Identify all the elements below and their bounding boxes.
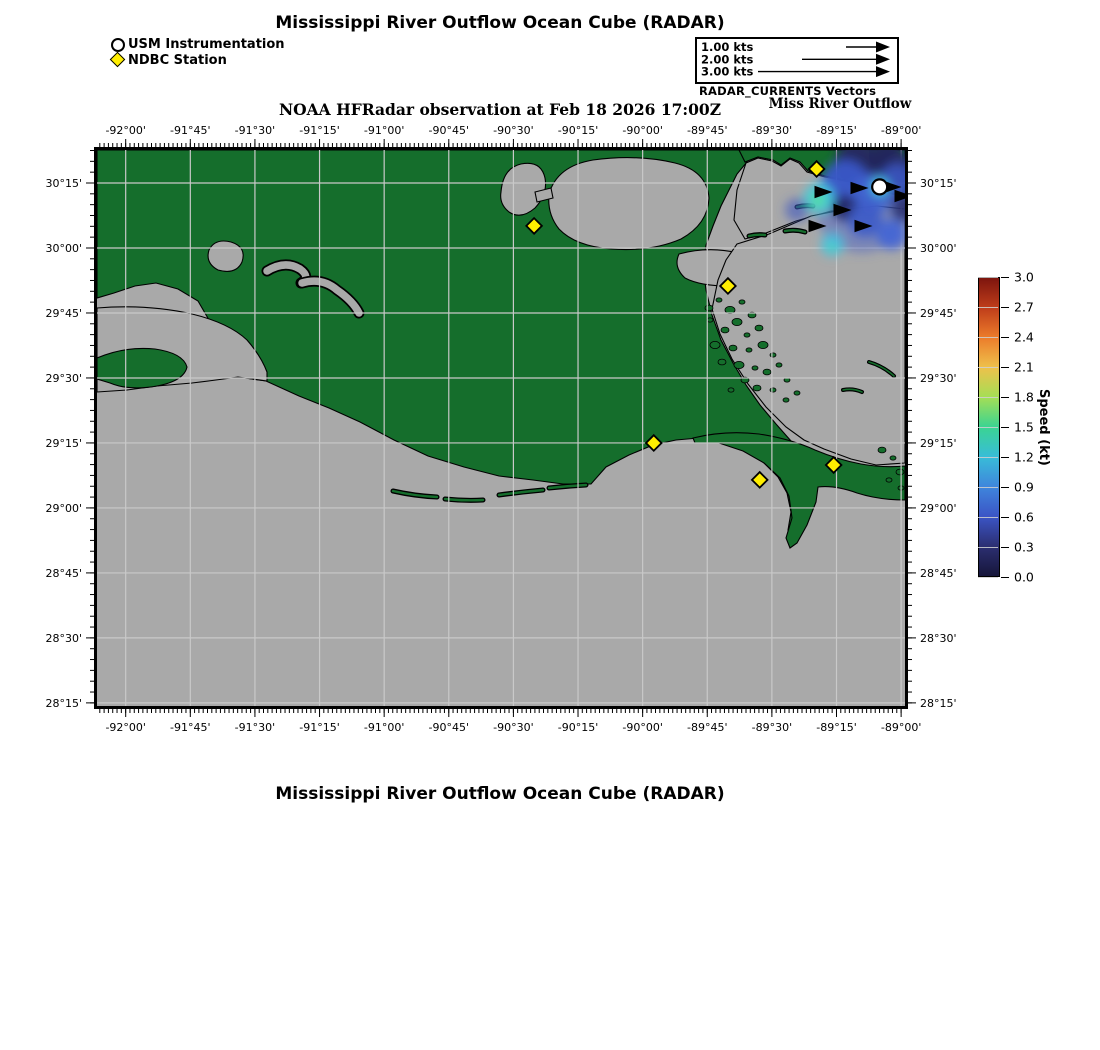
lat-label-left: 29°30' xyxy=(45,371,82,385)
colorbar-tick xyxy=(1001,517,1009,518)
inland-lake xyxy=(208,241,243,271)
colorbar-tick-label: 0.0 xyxy=(1014,569,1034,585)
usm-legend-label: USM Instrumentation xyxy=(128,36,285,52)
figure-title-top: Mississippi River Outflow Ocean Cube (RADAR) xyxy=(275,13,725,33)
vector-scale-caption: RADAR_CURRENTS Vectors xyxy=(699,84,877,98)
lon-label-top: -91°15' xyxy=(299,124,340,137)
map-svg xyxy=(42,120,962,740)
vector-scale-arrows xyxy=(697,39,892,77)
colorbar-tick-label: 2.1 xyxy=(1014,359,1034,375)
lon-label-bottom: -89°15' xyxy=(816,721,857,734)
colorbar-level-line xyxy=(978,337,998,338)
lat-label-left: 28°45' xyxy=(45,566,82,580)
vector-scale-label: 1.00 kts xyxy=(701,40,754,54)
vector-scale-label: 2.00 kts xyxy=(701,52,754,67)
region-label: Miss River Outflow xyxy=(768,96,912,112)
colorbar-tick-label: 1.8 xyxy=(1014,389,1034,405)
colorbar-level-line xyxy=(978,397,998,398)
lon-label-top: -89°00' xyxy=(880,124,922,137)
lat-label-left: 30°00' xyxy=(45,241,82,255)
lon-label-top: -91°00' xyxy=(363,124,405,137)
lat-label-right: 30°00' xyxy=(920,241,957,255)
lat-label-right: 29°45' xyxy=(920,306,957,320)
colorbar-tick-label: 1.2 xyxy=(1014,449,1034,465)
ndbc-legend-label: NDBC Station xyxy=(128,52,227,68)
colorbar-tick xyxy=(1001,457,1009,458)
lat-label-left: 29°00' xyxy=(45,501,82,515)
map-canvas xyxy=(42,120,962,740)
colorbar-tick xyxy=(1001,277,1009,278)
colorbar-tick xyxy=(1001,547,1009,548)
colorbar-tick-label: 1.5 xyxy=(1014,419,1034,435)
lon-label-top: -90°30' xyxy=(493,124,534,137)
lat-label-right: 28°15' xyxy=(920,696,957,710)
colorbar-tick-label: 0.6 xyxy=(1014,509,1034,525)
usm-circle-icon xyxy=(111,38,123,50)
lon-label-top: -89°15' xyxy=(816,124,857,137)
colorbar-tick-label: 0.3 xyxy=(1014,539,1034,555)
colorbar-level-line xyxy=(978,277,998,278)
lat-label-left: 30°15' xyxy=(45,177,82,191)
lon-label-bottom: -90°00' xyxy=(622,721,663,734)
colorbar-tick-label: 3.0 xyxy=(1014,269,1034,285)
lake-pontchartrain xyxy=(549,158,709,250)
colorbar-tick xyxy=(1001,577,1009,578)
lon-label-top: -91°30' xyxy=(234,124,276,137)
lat-label-right: 29°15' xyxy=(920,436,957,450)
figure-title-bottom: Mississippi River Outflow Ocean Cube (RADAR) xyxy=(275,784,725,804)
lon-label-bottom: -91°00' xyxy=(363,721,405,734)
lon-label-bottom: -90°45' xyxy=(428,721,470,734)
colorbar-level-line xyxy=(978,517,998,518)
colorbar-tick xyxy=(1001,487,1009,488)
colorbar-title: Speed (kt) xyxy=(1036,388,1051,466)
colorbar-tick xyxy=(1001,397,1009,398)
lon-label-top: -89°30' xyxy=(751,124,793,137)
colorbar-level-line xyxy=(978,367,998,368)
lat-label-right: 28°30' xyxy=(920,631,957,645)
lon-label-bottom: -90°15' xyxy=(557,721,599,734)
lat-label-left: 29°45' xyxy=(45,306,82,320)
colorbar-tick xyxy=(1001,367,1009,368)
colorbar-level-line xyxy=(978,427,998,428)
colorbar-tick-label: 2.7 xyxy=(1014,299,1034,315)
observation-subtitle: NOAA HFRadar observation at Feb 18 2026 17:00Z xyxy=(278,100,722,119)
lat-label-right: 29°00' xyxy=(920,501,957,515)
lat-label-left: 29°15' xyxy=(45,436,82,450)
lon-label-top: -92°00' xyxy=(105,124,146,137)
marker-legend xyxy=(111,36,285,68)
lon-label-top: -90°00' xyxy=(622,124,663,137)
colorbar-level-line xyxy=(978,547,998,548)
lon-label-top: -90°15' xyxy=(557,124,599,137)
legend-row-usm xyxy=(111,36,285,52)
lon-label-bottom: -92°00' xyxy=(105,721,146,734)
colorbar-tick xyxy=(1001,337,1009,338)
lon-label-bottom: -89°45' xyxy=(687,721,728,734)
lat-label-left: 28°15' xyxy=(45,696,82,710)
lat-label-right: 30°15' xyxy=(920,177,957,191)
lat-label-right: 29°30' xyxy=(920,371,957,385)
colorbar-level-line xyxy=(978,577,998,578)
legend-row-ndbc xyxy=(111,52,285,68)
lon-label-top: -89°45' xyxy=(687,124,728,137)
lon-label-bottom: -89°30' xyxy=(751,721,793,734)
colorbar-tick-label: 2.4 xyxy=(1014,329,1034,345)
lon-label-bottom: -91°45' xyxy=(170,721,211,734)
lon-label-bottom: -90°30' xyxy=(493,721,534,734)
lat-label-left: 28°30' xyxy=(45,631,82,645)
lon-label-top: -91°45' xyxy=(170,124,211,137)
lon-label-bottom: -91°30' xyxy=(234,721,276,734)
vector-scale-box xyxy=(695,37,899,84)
lon-label-top: -90°45' xyxy=(428,124,470,137)
ndbc-diamond-icon xyxy=(111,54,123,66)
vector-scale-label: 3.00 kts xyxy=(701,64,754,77)
colorbar-level-line xyxy=(978,307,998,308)
lon-label-bottom: -91°15' xyxy=(299,721,340,734)
lon-label-bottom: -89°00' xyxy=(880,721,922,734)
colorbar-level-line xyxy=(978,487,998,488)
colorbar-tick xyxy=(1001,427,1009,428)
colorbar-tick-label: 0.9 xyxy=(1014,479,1034,495)
colorbar-tick xyxy=(1001,307,1009,308)
colorbar-level-line xyxy=(978,457,998,458)
usm-station-marker xyxy=(872,179,887,194)
lat-label-right: 28°45' xyxy=(920,566,957,580)
